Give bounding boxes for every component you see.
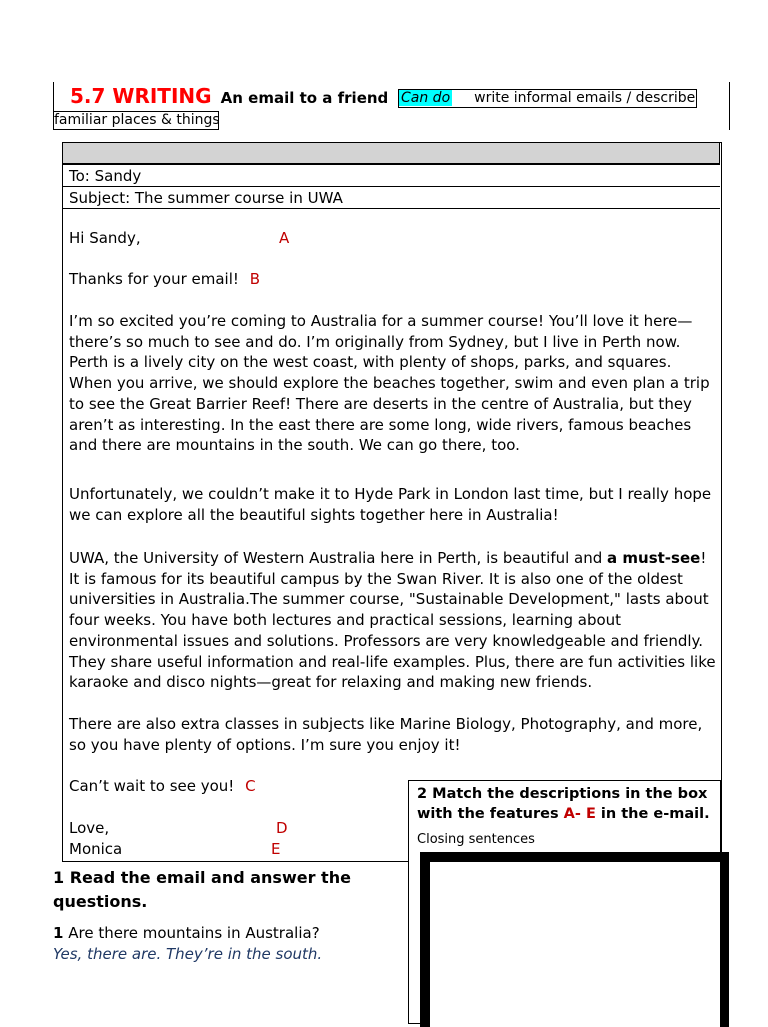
exercise-1-number: 1 — [53, 868, 65, 887]
para3-start: UWA, the University of Western Australia here in Perth, is beautiful and — [69, 549, 608, 567]
para3-end: ! It is famous for its beautiful campus by the Swan River. It is also one of the oldest universities in Australia.The summer course, "Sustainable Development," lasts about four weeks. You have both lectures and practical sessions, learning about environmental issues and solutions. Professors are very knowledgeable and friendly. They share useful information and real-life examples. Plus, there are fun activities like karaoke and disco nights—great for relaxing and making new friends. — [69, 549, 716, 692]
email-thanks — [69, 269, 719, 290]
marker-a: A — [279, 229, 290, 247]
can-do-label: Can do — [401, 90, 451, 106]
love-text: Love, — [69, 819, 110, 837]
section-title: An email to a friend — [220, 89, 389, 107]
answer-1: Yes, there are. They’re in the south. — [53, 945, 323, 963]
header-right-rule — [729, 82, 730, 130]
exercise-2-title — [417, 784, 713, 824]
section-number: 5.7 WRITING — [70, 84, 212, 108]
email-paragraph-4: There are also extra classes in subjects like Marine Biology, Photography, and more, so you have plenty of options. I’m sure you enjoy it! — [69, 715, 703, 754]
exercise-1-title-text: Read the email and answer the questions. — [53, 868, 351, 911]
marker-c: C — [245, 777, 256, 795]
exercise-2-title-start: Match the descriptions in the box with the features — [417, 786, 708, 822]
email-paragraph-2: Unfortunately, we couldn’t make it to Hyde Park in London last time, but I really hope we can explore all the beautiful sights together here in Australia! — [69, 485, 712, 524]
question-1-number: 1 — [53, 924, 64, 942]
question-1 — [53, 924, 320, 942]
email-subject: Subject: The summer course in UWA — [69, 189, 343, 207]
marker-b: B — [249, 270, 260, 288]
thanks-text: Thanks for your email! — [69, 270, 239, 288]
email-to: To: Sandy — [69, 167, 142, 185]
question-1-text: Are there mountains in Australia? — [68, 924, 320, 942]
can-do-text-continued: familiar places & things — [54, 112, 220, 128]
email-paragraph-3 — [69, 548, 717, 693]
exercise-1-title — [53, 866, 383, 914]
email-to-row — [62, 164, 720, 187]
header-left-rule — [53, 82, 54, 112]
email-header-bar — [62, 142, 720, 164]
page-title — [70, 84, 388, 108]
closing-text: Can’t wait to see you! — [69, 777, 235, 795]
name-text: Monica — [69, 840, 123, 858]
can-do-box — [398, 89, 697, 108]
marker-e: E — [271, 840, 281, 858]
email-greeting — [69, 228, 719, 249]
exercise-2-item-closing: Closing sentences — [417, 832, 535, 847]
email-paragraph-1: I’m so excited you’re coming to Australia for a summer course! You’ll love it here—there’s so much to see and do. I’m originally from Sydney, but I live in Perth now. Perth is a lively city on the west coast, with plenty of shops, parks, and squares. When you arrive, we should explore the beaches together, swim and even plan a trip to see the Great Barrier Reef! There are deserts in the centre of Australia, but they aren’t as interesting. In the east there are some long, wide rivers, famous beaches and there are mountains in the south. We can go there, too. — [69, 312, 710, 455]
exercise-2-title-end: in the e-mail. — [595, 806, 710, 822]
marker-d: D — [276, 819, 288, 837]
para3-bold: a must-see — [607, 549, 701, 567]
greeting-text: Hi Sandy, — [69, 229, 141, 247]
exercise-2-marker-range: A- E — [563, 806, 596, 822]
exercise-2-descriptions-box — [420, 852, 729, 1027]
exercise-2-number: 2 — [417, 786, 428, 802]
can-do-text: write informal emails / describe — [474, 90, 696, 106]
email-subject-row — [62, 186, 720, 209]
